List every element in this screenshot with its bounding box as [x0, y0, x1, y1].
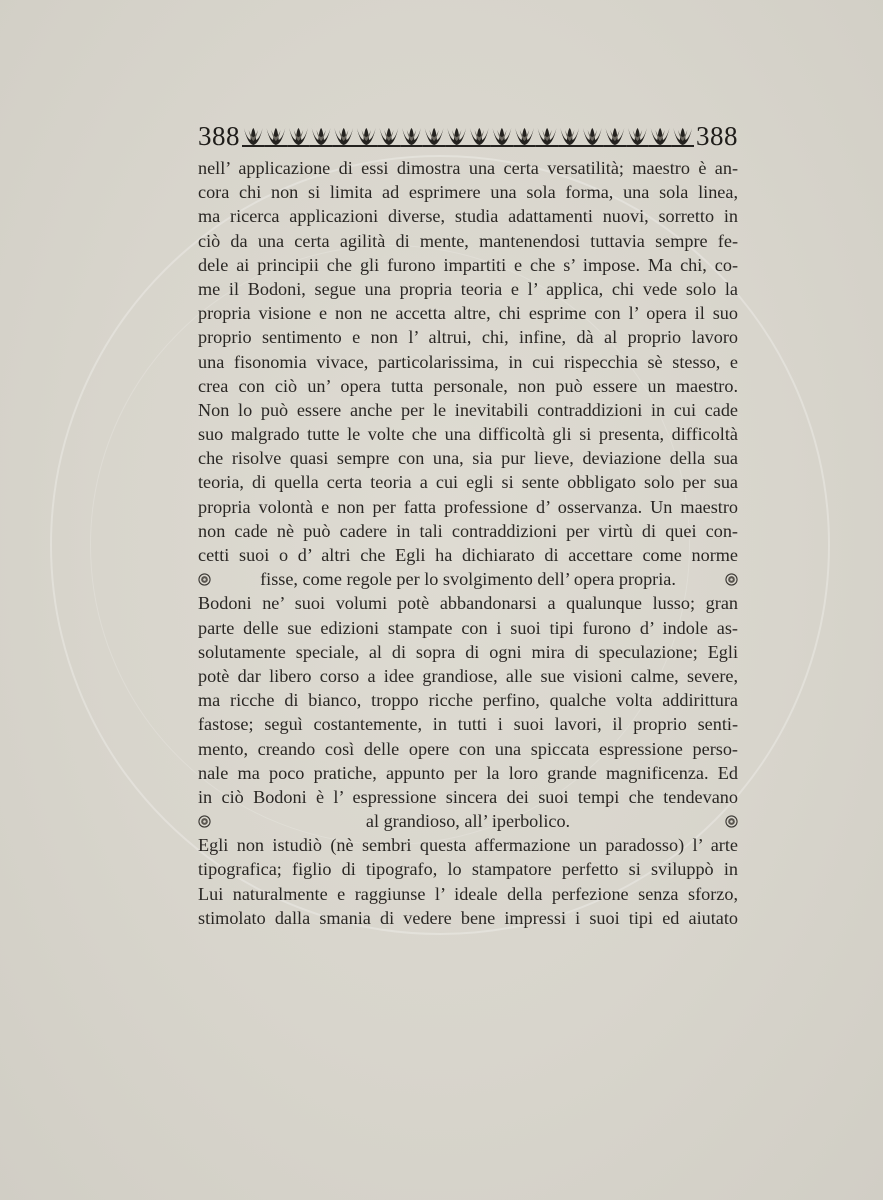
page-number-right: 388: [696, 121, 738, 151]
running-header: [198, 120, 738, 152]
rosette-icon: [725, 815, 738, 828]
text-line: Egli non istudiò (nè sembri questa affermazione un paradosso) l’ arte: [198, 835, 738, 856]
text-line: potè dar libero corso a idee grandiose, alle sue visioni calme, severe,: [198, 665, 738, 686]
text-line: suo malgrado tutte le volte che una difficoltà gli si presenta, difficoltà: [198, 424, 738, 445]
text-line: una fisonomia vivace, particolarissima, in cui rispecchia sè stesso, e: [198, 351, 738, 372]
text-line: dele ai principii che gli furono impartiti e che s’ impose. Ma chi, co-: [198, 254, 738, 275]
text-line: stimolato dalla smania di vedere bene impressi i suoi tipi ed aiutato: [198, 907, 738, 928]
rosette-icon: [198, 815, 211, 828]
text-line: solutamente speciale, al di sopra di ogni mira di speculazione; Egli: [198, 641, 738, 662]
text-line: nell’ applicazione di essi dimostra una certa versatilità; maestro è an-: [198, 158, 738, 178]
text-line: ma ricche di bianco, troppo ricche perfino, qualche volta addirittura: [198, 690, 738, 711]
page-number-left: 388: [198, 121, 240, 151]
centered-line: [198, 809, 738, 833]
text-line: nale ma poco pratiche, appunto per la loro grande magnificenza. Ed: [198, 762, 738, 783]
text-line: teoria, di quella certa teoria a cui egli si sente obbligato solo per sua: [198, 472, 738, 493]
rosette-icon: [198, 573, 211, 586]
text-line: Non lo può essere anche per le inevitabili contraddizioni in cui cade: [198, 399, 738, 420]
text-line: fastose; seguì costantemente, in tutti i suoi lavori, il proprio senti-: [198, 714, 738, 735]
text-line: mento, creando così delle opere con una spiccata espressione perso-: [198, 738, 738, 759]
text-line: tipografica; figlio di tipografo, lo stampatore perfetto si sviluppò in: [198, 859, 738, 880]
text-line: propria volontà e non per fatta professione d’ osservanza. Un maestro: [198, 496, 738, 517]
centered-line: [198, 567, 738, 591]
text-line: che risolve quasi sempre con una, sia pur lieve, deviazione della sua: [198, 448, 738, 469]
text-line: me il Bodoni, segue una propria teoria e l’ applica, chi vede solo la: [198, 278, 738, 299]
text-line: ma ricerca applicazioni diverse, studia adattamenti nuovi, sorretto in: [198, 206, 738, 227]
text-line: proprio sentimento e non l’ altrui, chi, infine, dà al proprio lavoro: [198, 327, 738, 348]
text-line: cora chi non si limita ad esprimere una sola forma, una sola linea,: [198, 182, 738, 203]
text-line: cetti suoi o d’ altri che Egli ha dichiarato di accettare come norme: [198, 545, 738, 565]
centered-text: fisse, come regole per lo svolgimento dell’ opera propria.: [260, 569, 676, 590]
text-line: in ciò Bodoni è l’ espressione sincera dei suoi tempi che tendevano: [198, 786, 738, 807]
centered-text: al grandioso, all’ iperbolico.: [365, 811, 571, 832]
text-line: propria visione e non ne accetta altre, chi esprime con l’ opera il suo: [198, 303, 738, 324]
text-line: non cade nè può cadere in tali contraddizioni per virtù di quei con-: [198, 520, 738, 541]
body-text: [198, 156, 738, 930]
rosette-icon: [725, 573, 738, 586]
palmette-ornament-icon: [242, 124, 694, 148]
text-line: Bodoni ne’ suoi volumi potè abbandonarsi a qualunque lusso; gran: [198, 593, 738, 614]
text-line: parte delle sue edizioni stampate con i suoi tipi furono d’ indole as-: [198, 617, 738, 638]
text-line: Lui naturalmente e raggiunse l’ ideale della perfezione senza sforzo,: [198, 883, 738, 904]
text-line: crea con ciò un’ opera tutta personale, non può essere un maestro.: [198, 375, 738, 396]
text-line: ciò da una certa agilità di mente, mantenendosi tuttavia sempre fe-: [198, 230, 738, 251]
